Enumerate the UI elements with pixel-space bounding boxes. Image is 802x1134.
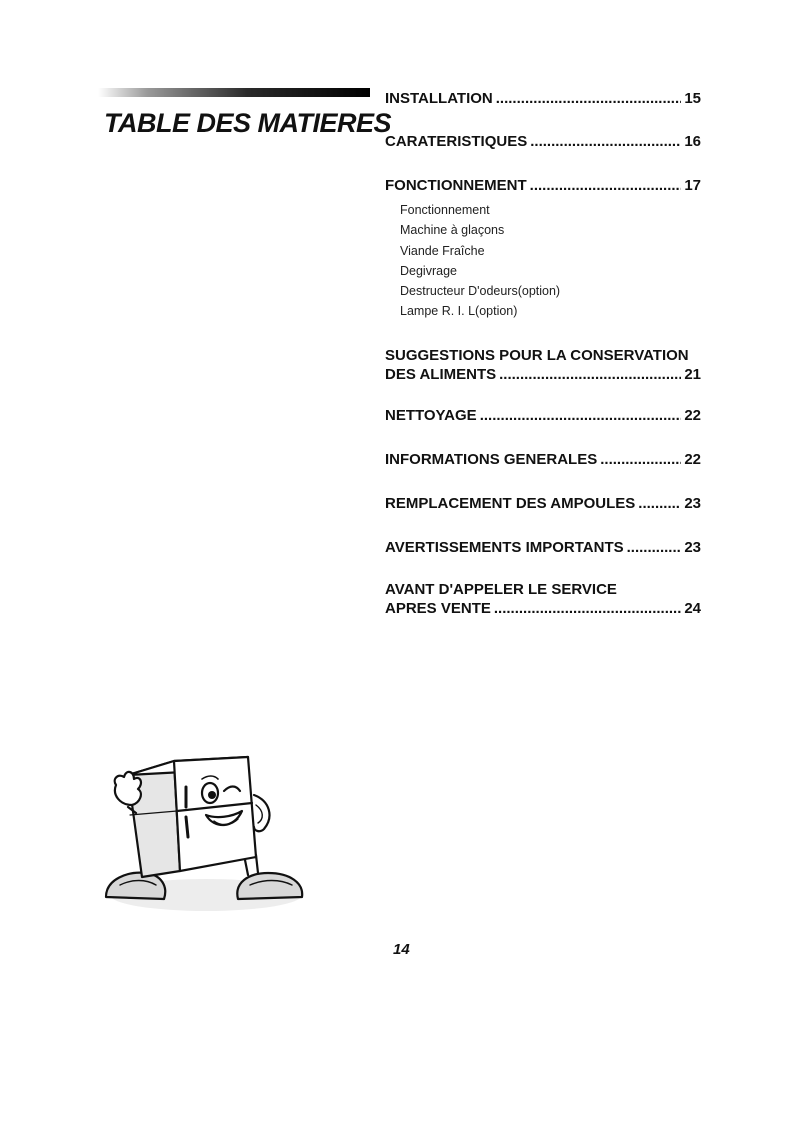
page-title: TABLE DES MATIERES [104, 108, 392, 138]
toc-page-number: 23 [684, 539, 701, 556]
toc-entry-service-apres-vente[interactable] [385, 580, 701, 618]
toc-entry-label: INFORMATIONS GENERALES [385, 451, 598, 468]
toc-leader-dots [499, 365, 681, 384]
toc-entry-label-line1: AVANT D'APPELER LE SERVICE [385, 581, 617, 598]
toc-entry-label: INSTALLATION [385, 90, 493, 107]
toc-page-number: 23 [684, 495, 701, 512]
toc-page-number: 21 [684, 366, 701, 383]
toc-entry-label: APRES VENTE [385, 600, 491, 617]
toc-entry-label: AVERTISSEMENTS IMPORTANTS [385, 539, 624, 556]
toc-page-number: 24 [684, 600, 701, 617]
subitem-machine-glacons[interactable]: Machine à glaçons [400, 223, 505, 238]
refrigerator-mascot-illustration [98, 745, 308, 915]
subitem-lampe-ril[interactable]: Lampe R. I. L(option) [400, 304, 518, 319]
toc-page-number: 17 [684, 177, 701, 194]
subitem-fonctionnement[interactable]: Fonctionnement [400, 203, 490, 217]
toc-leader-dots [494, 599, 681, 618]
toc-entry-label: CARATERISTIQUES [385, 133, 528, 150]
toc-leader-dots [496, 89, 682, 108]
toc-entry-label: FONCTIONNEMENT [385, 177, 527, 194]
subitem-degivrage[interactable]: Degivrage [400, 263, 457, 278]
toc-entry-avertissements[interactable] [385, 538, 701, 557]
toc-entry-fonctionnement[interactable] [385, 176, 701, 195]
toc-page-number: 22 [684, 451, 701, 468]
toc-leader-dots [530, 176, 682, 195]
toc-leader-dots [600, 450, 681, 469]
toc-entry-remplacement-ampoules[interactable] [385, 494, 701, 513]
toc-entry-label: NETTOYAGE [385, 407, 477, 424]
toc-leader-dots [638, 494, 681, 513]
toc-leader-dots [480, 406, 682, 425]
toc-entry-informations-generales[interactable] [385, 450, 701, 469]
page-number: 14 [393, 941, 410, 958]
toc-entry-label-line1: SUGGESTIONS POUR LA CONSERVATION [385, 347, 689, 364]
subitem-destructeur-odeurs[interactable]: Destructeur D'odeurs(option) [400, 284, 561, 299]
toc-entry-installation[interactable] [385, 89, 701, 108]
toc-page-number: 22 [684, 407, 701, 424]
title-rule [98, 88, 370, 97]
toc-entry-nettoyage[interactable] [385, 406, 701, 425]
toc-page-number: 16 [684, 133, 701, 150]
toc-leader-dots [627, 538, 682, 557]
fonctionnement-subitems [400, 200, 560, 322]
subitem-viande-fraiche[interactable]: Viande Fraîche [400, 243, 485, 258]
toc-entry-caracteristiques[interactable] [385, 132, 701, 151]
toc-entry-label: REMPLACEMENT DES AMPOULES [385, 495, 636, 512]
toc-entry-label: DES ALIMENTS [385, 366, 497, 383]
toc-leader-dots [530, 132, 681, 151]
toc-page-number: 15 [684, 90, 701, 107]
toc-entry-suggestions[interactable] [385, 346, 701, 384]
